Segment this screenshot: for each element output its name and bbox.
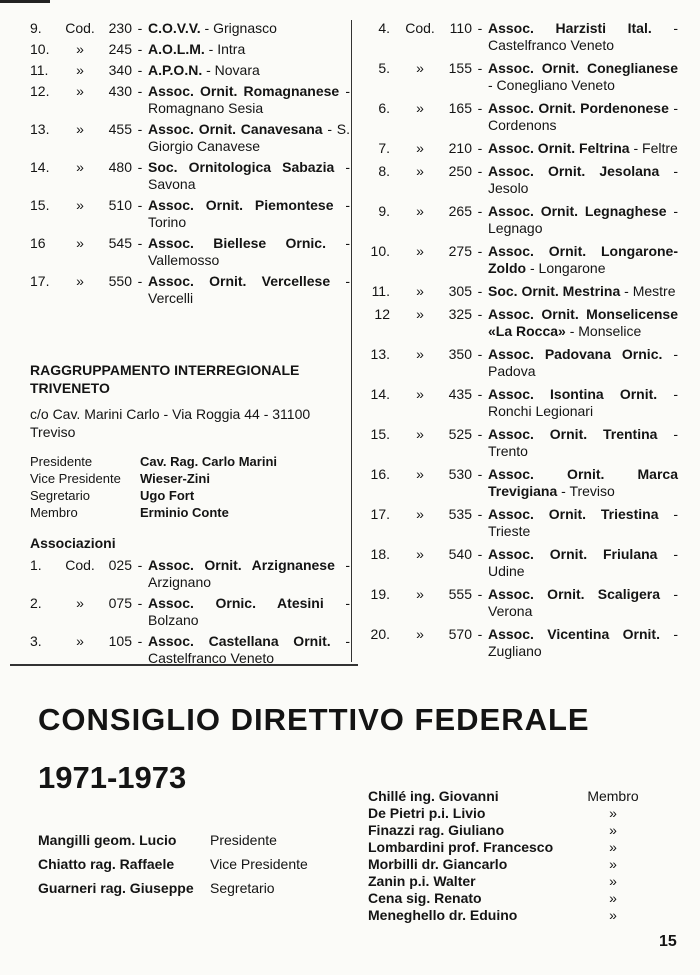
- council-member-role: »: [609, 907, 617, 923]
- council-member-row: [368, 805, 648, 822]
- entry-number: 12: [374, 306, 390, 322]
- entry-prefix: »: [76, 273, 84, 289]
- entry-code: 555: [448, 586, 472, 602]
- entry-prefix: »: [416, 506, 424, 522]
- entry-prefix: »: [76, 595, 84, 611]
- association-city: - S. Giorgio Canavese: [148, 121, 350, 154]
- council-officers: [38, 828, 308, 900]
- list-item: [360, 163, 678, 197]
- list-item: [360, 626, 678, 660]
- entry-code: 455: [108, 121, 132, 137]
- association-name: Soc. Ornit. Mestrina: [488, 283, 621, 299]
- association-city: - Feltre: [629, 140, 678, 156]
- entry-code: 245: [108, 41, 132, 57]
- association-name: Assoc. Ornit. Trentina: [488, 426, 658, 442]
- entry-body: [488, 140, 678, 157]
- entry-code: 305: [448, 283, 472, 299]
- entry-code: 570: [448, 626, 472, 642]
- list-item: [30, 121, 350, 155]
- entry-body: [148, 633, 350, 667]
- left-column: [30, 20, 350, 671]
- list-item: [360, 140, 678, 157]
- entry-code: 265: [448, 203, 472, 219]
- officer-row: [30, 470, 350, 487]
- right-column: [360, 20, 678, 666]
- entry-number: 15.: [370, 426, 390, 442]
- entry-body: [148, 121, 350, 155]
- association-name: Assoc. Ornit. Romagnanese: [148, 83, 340, 99]
- association-city: - Castelfranco Veneto: [488, 20, 678, 53]
- entry-body: [488, 203, 678, 237]
- list-item: [30, 633, 350, 667]
- entry-dash: -: [137, 159, 143, 175]
- association-city: - Verona: [488, 586, 678, 619]
- association-name: C.O.V.V.: [148, 20, 201, 36]
- list-item: [360, 546, 678, 580]
- entry-prefix: Cod.: [65, 20, 95, 36]
- entry-dash: -: [477, 243, 483, 259]
- council-title: CONSIGLIO DIRETTIVO FEDERALE: [38, 702, 590, 737]
- entry-dash: -: [477, 546, 483, 562]
- entry-body: [488, 386, 678, 420]
- council-officer-name: Chiatto rag. Raffaele: [38, 856, 175, 872]
- association-city: - Arzignano: [148, 557, 350, 590]
- council-member-role: »: [609, 890, 617, 906]
- association-city: - Castelfranco Veneto: [148, 633, 350, 666]
- entry-prefix: »: [76, 121, 84, 137]
- association-city: - Intra: [204, 41, 246, 57]
- entry-prefix: »: [416, 626, 424, 642]
- entry-number: 16: [30, 235, 46, 251]
- association-name: Assoc. Padovana Ornic.: [488, 346, 663, 362]
- officers-list: [30, 453, 350, 521]
- entry-code: 545: [108, 235, 132, 251]
- list-item: [30, 197, 350, 231]
- entry-body: [488, 20, 678, 54]
- council-officer-row: [38, 852, 308, 876]
- council-member-row: [368, 822, 648, 839]
- entry-dash: -: [477, 20, 483, 36]
- association-city: - Udine: [488, 546, 678, 579]
- entry-body: [488, 426, 678, 460]
- council-member-name: Chillé ing. Giovanni: [368, 788, 499, 804]
- entry-prefix: »: [416, 586, 424, 602]
- council-member-row: [368, 907, 648, 924]
- list-item: [360, 20, 678, 54]
- entry-number: 8.: [378, 163, 390, 179]
- council-officer-role: Presidente: [210, 832, 277, 848]
- column-divider: [351, 20, 352, 662]
- entry-dash: -: [477, 306, 483, 322]
- entry-body: [488, 626, 678, 660]
- entry-code: 540: [448, 546, 472, 562]
- list-item: [360, 283, 678, 300]
- council-officer-row: [38, 876, 308, 900]
- entry-prefix: »: [416, 203, 424, 219]
- association-city: - Padova: [488, 346, 678, 379]
- entry-body: [488, 243, 678, 277]
- entry-body: [148, 235, 350, 269]
- entry-body: [148, 273, 350, 307]
- entry-dash: -: [137, 595, 143, 611]
- section-title: RAGGRUPPAMENTO INTERREGIONALE TRIVENETO: [30, 362, 300, 396]
- entry-code: 250: [448, 163, 472, 179]
- officer-row: [30, 504, 350, 521]
- council-member-name: Morbilli dr. Giancarlo: [368, 856, 508, 872]
- council-member-name: Cena sig. Renato: [368, 890, 482, 906]
- assoc-entries: [30, 557, 350, 667]
- entry-prefix: »: [416, 466, 424, 482]
- corner-rule: [0, 0, 50, 3]
- entry-body: [488, 466, 678, 500]
- entry-prefix: Cod.: [405, 20, 435, 36]
- entry-code: 340: [108, 62, 132, 78]
- entry-dash: -: [137, 121, 143, 137]
- association-name: Assoc. Ornit. Arzignanese: [148, 557, 335, 573]
- association-name: Assoc. Ornit. Marca Trevigiana: [488, 466, 678, 499]
- officer-name: Cav. Rag. Carlo Marini: [140, 454, 278, 469]
- entry-prefix: »: [416, 283, 424, 299]
- entry-code: 075: [108, 595, 132, 611]
- list-item: [360, 466, 678, 500]
- page-number: 15: [659, 933, 677, 950]
- list-item: [360, 386, 678, 420]
- association-city: - Grignasco: [200, 20, 277, 36]
- association-city: - Mestre: [620, 283, 676, 299]
- entry-number: 9.: [30, 20, 42, 36]
- entry-number: 12.: [30, 83, 50, 99]
- entry-dash: -: [137, 20, 143, 36]
- entry-dash: -: [477, 163, 483, 179]
- association-city: - Legnago: [488, 203, 678, 236]
- association-city: - Romagnano Sesia: [148, 83, 350, 116]
- entry-number: 14.: [30, 159, 50, 175]
- council-officer-name: Mangilli geom. Lucio: [38, 832, 177, 848]
- council-member-row: [368, 788, 648, 805]
- list-item: [360, 203, 678, 237]
- entry-code: 165: [448, 100, 472, 116]
- entry-dash: -: [137, 197, 143, 213]
- council-member-name: Finazzi rag. Giuliano: [368, 822, 505, 838]
- entry-number: 19.: [370, 586, 390, 602]
- entry-body: [148, 83, 350, 117]
- council-member-role: »: [609, 805, 617, 821]
- entry-dash: -: [137, 273, 143, 289]
- entry-body: [148, 595, 350, 629]
- association-name: Assoc. Ornit. Vercellese: [148, 273, 331, 289]
- entry-code: 155: [448, 60, 472, 76]
- entry-dash: -: [137, 83, 143, 99]
- entry-body: [488, 60, 678, 94]
- entry-prefix: »: [416, 386, 424, 402]
- association-name: Assoc. Ornit. Canavesana: [148, 121, 323, 137]
- entry-prefix: Cod.: [65, 557, 95, 573]
- list-item: [30, 235, 350, 269]
- entry-number: 11.: [371, 283, 390, 299]
- council-member-row: [368, 890, 648, 907]
- entry-code: 275: [448, 243, 472, 259]
- association-city: - Jesolo: [488, 163, 678, 196]
- association-city: - Vercelli: [148, 273, 350, 306]
- officer-role: Segretario: [30, 488, 90, 503]
- entry-dash: -: [477, 426, 483, 442]
- entry-code: 210: [448, 140, 472, 156]
- entry-number: 20.: [370, 626, 390, 642]
- entry-prefix: »: [76, 633, 84, 649]
- entry-number: 9.: [378, 203, 390, 219]
- entry-prefix: »: [76, 197, 84, 213]
- entry-body: [148, 557, 350, 591]
- list-item: [30, 41, 350, 58]
- officer-row: [30, 487, 350, 504]
- council-member-name: De Pietri p.i. Livio: [368, 805, 486, 821]
- association-name: Assoc. Ornit. Jesolana: [488, 163, 660, 179]
- association-name: Assoc. Ornit. Pordenonese: [488, 100, 669, 116]
- entry-dash: -: [477, 140, 483, 156]
- entry-prefix: »: [416, 163, 424, 179]
- entry-body: [148, 62, 350, 79]
- entry-code: 105: [108, 633, 132, 649]
- entry-dash: -: [477, 626, 483, 642]
- entry-prefix: »: [416, 546, 424, 562]
- association-name: Assoc. Ornit. Feltrina: [488, 140, 630, 156]
- entry-body: [488, 586, 678, 620]
- council-member-role: »: [609, 856, 617, 872]
- list-item: [360, 60, 678, 94]
- entry-body: [488, 283, 678, 300]
- list-item: [360, 426, 678, 460]
- entry-prefix: »: [416, 100, 424, 116]
- council-officer-row: [38, 828, 308, 852]
- entry-code: 025: [108, 557, 132, 573]
- list-item: [30, 273, 350, 307]
- entry-number: 1.: [30, 557, 42, 573]
- entry-body: [488, 100, 678, 134]
- entry-number: 5.: [378, 60, 390, 76]
- council-members: [368, 788, 648, 924]
- entry-body: [488, 346, 678, 380]
- association-city: - Cordenons: [488, 100, 678, 133]
- entry-dash: -: [477, 346, 483, 362]
- entry-prefix: »: [76, 41, 84, 57]
- list-item: [30, 83, 350, 117]
- entry-code: 535: [448, 506, 472, 522]
- entry-code: 530: [448, 466, 472, 482]
- entry-prefix: »: [416, 140, 424, 156]
- council-officer-role: Segretario: [210, 880, 275, 896]
- entry-prefix: »: [76, 235, 84, 251]
- association-city: - Treviso: [557, 483, 615, 499]
- entry-number: 11.: [30, 62, 49, 78]
- entry-code: 430: [108, 83, 132, 99]
- association-name: Assoc. Harzisti Ital.: [488, 20, 652, 36]
- association-city: - Vallemosso: [148, 235, 350, 268]
- entry-number: 13.: [30, 121, 50, 137]
- entry-number: 10.: [30, 41, 50, 57]
- association-city: - Torino: [148, 197, 350, 230]
- council-member-row: [368, 839, 648, 856]
- entry-number: 15.: [30, 197, 50, 213]
- association-city: - Monselice: [565, 323, 642, 339]
- entry-dash: -: [477, 283, 483, 299]
- association-city: - Bolzano: [148, 595, 350, 628]
- association-name: Assoc. Ornit. Friulana: [488, 546, 658, 562]
- association-name: Assoc. Vicentina Ornit.: [488, 626, 660, 642]
- entry-dash: -: [477, 100, 483, 116]
- association-city: - Zugliano: [488, 626, 678, 659]
- council-member-role: »: [609, 873, 617, 889]
- entry-body: [148, 20, 350, 37]
- entry-number: 4.: [378, 20, 390, 36]
- officer-role: Presidente: [30, 454, 93, 469]
- entry-number: 7.: [378, 140, 390, 156]
- association-city: - Trieste: [488, 506, 678, 539]
- list-item: [30, 557, 350, 591]
- entry-body: [148, 197, 350, 231]
- officer-row: [30, 453, 350, 470]
- association-name: Soc. Ornitologica Sabazia: [148, 159, 335, 175]
- entry-body: [148, 159, 350, 193]
- association-city: - Trento: [488, 426, 678, 459]
- association-city: - Longarone: [526, 260, 606, 276]
- officer-role: Vice Presidente: [30, 471, 121, 486]
- entry-dash: -: [137, 557, 143, 573]
- entry-dash: -: [477, 586, 483, 602]
- council-member-row: [368, 856, 648, 873]
- entry-number: 17.: [30, 273, 50, 289]
- entry-code: 550: [108, 273, 132, 289]
- list-item: [30, 595, 350, 629]
- entry-dash: -: [477, 506, 483, 522]
- entry-code: 325: [448, 306, 472, 322]
- entry-prefix: »: [416, 60, 424, 76]
- entry-prefix: »: [76, 83, 84, 99]
- entry-number: 14.: [370, 386, 390, 402]
- council-member-row: [368, 873, 648, 890]
- association-name: A.P.O.N.: [148, 62, 203, 78]
- entry-dash: -: [137, 41, 143, 57]
- entry-code: 110: [449, 20, 472, 36]
- association-name: Assoc. Ornit. Monselicense «La Rocca»: [488, 306, 678, 339]
- entry-body: [148, 41, 350, 58]
- officer-name: Ugo Fort: [140, 488, 195, 503]
- association-name: Assoc. Ornit. Triestina: [488, 506, 659, 522]
- entry-number: 10.: [370, 243, 390, 259]
- entry-prefix: »: [76, 159, 84, 175]
- right-entries: [360, 20, 678, 660]
- entry-code: 350: [448, 346, 472, 362]
- association-name: Assoc. Ornit. Coneglianese: [488, 60, 678, 76]
- entry-number: 18.: [370, 546, 390, 562]
- entry-number: 6.: [378, 100, 390, 116]
- council-member-name: Zanin p.i. Walter: [368, 873, 476, 889]
- entry-dash: -: [477, 60, 483, 76]
- list-item: [30, 62, 350, 79]
- entry-number: 16.: [370, 466, 390, 482]
- entry-code: 510: [108, 197, 132, 213]
- council-officer-name: Guarneri rag. Giuseppe: [38, 880, 194, 896]
- entry-dash: -: [477, 466, 483, 482]
- association-city: - Novara: [202, 62, 260, 78]
- association-name: Assoc. Ornit. Longarone-Zoldo: [488, 243, 678, 276]
- entry-body: [488, 506, 678, 540]
- entry-code: 230: [108, 20, 132, 36]
- list-item: [30, 159, 350, 193]
- list-item: [360, 306, 678, 340]
- council-member-role: »: [609, 839, 617, 855]
- entry-body: [488, 163, 678, 197]
- entry-prefix: »: [416, 243, 424, 259]
- entry-number: 17.: [370, 506, 390, 522]
- entry-dash: -: [137, 633, 143, 649]
- entry-code: 525: [448, 426, 472, 442]
- section-address: c/o Cav. Marini Carlo - Via Roggia 44 - 31100 Treviso: [30, 406, 311, 440]
- council-member-role: Membro: [587, 788, 639, 804]
- entry-number: 2.: [30, 595, 42, 611]
- council-years: 1971-1973: [38, 760, 187, 795]
- council-member-name: Lombardini prof. Francesco: [368, 839, 554, 855]
- association-city: - Ronchi Legionari: [488, 386, 678, 419]
- council-member-role: »: [609, 822, 617, 838]
- entry-prefix: »: [416, 426, 424, 442]
- entry-body: [488, 546, 678, 580]
- entry-dash: -: [477, 203, 483, 219]
- list-item: [360, 243, 678, 277]
- association-name: Assoc. Isontina Ornit.: [488, 386, 658, 402]
- officer-name: Wieser-Zini: [140, 471, 210, 486]
- entry-number: 3.: [30, 633, 42, 649]
- entry-body: [488, 306, 678, 340]
- entry-prefix: »: [416, 306, 424, 322]
- list-item: [360, 346, 678, 380]
- association-name: A.O.L.M.: [148, 41, 205, 57]
- officer-name: Erminio Conte: [140, 505, 229, 520]
- left-entries: [30, 20, 350, 307]
- associazioni-heading: Associazioni: [30, 535, 116, 551]
- association-name: Assoc. Biellese Ornic.: [148, 235, 326, 251]
- association-name: Assoc. Ornit. Legnaghese: [488, 203, 667, 219]
- association-city: - Savona: [148, 159, 350, 192]
- entry-code: 435: [448, 386, 472, 402]
- entry-number: 13.: [370, 346, 390, 362]
- association-name: Assoc. Castellana Ornit.: [148, 633, 331, 649]
- list-item: [360, 506, 678, 540]
- list-item: [360, 100, 678, 134]
- entry-dash: -: [137, 235, 143, 251]
- council-member-name: Meneghello dr. Eduino: [368, 907, 518, 923]
- entry-dash: -: [137, 62, 143, 78]
- council-officer-role: Vice Presidente: [210, 856, 308, 872]
- list-item: [30, 20, 350, 37]
- entry-dash: -: [477, 386, 483, 402]
- entry-code: 480: [108, 159, 132, 175]
- list-item: [360, 586, 678, 620]
- officer-role: Membro: [30, 505, 78, 520]
- association-name: Assoc. Ornic. Atesini: [148, 595, 324, 611]
- association-city: - Conegliano Veneto: [488, 77, 615, 93]
- entry-prefix: »: [416, 346, 424, 362]
- association-name: Assoc. Ornit. Piemontese: [148, 197, 334, 213]
- association-name: Assoc. Ornit. Scaligera: [488, 586, 661, 602]
- entry-prefix: »: [76, 62, 84, 78]
